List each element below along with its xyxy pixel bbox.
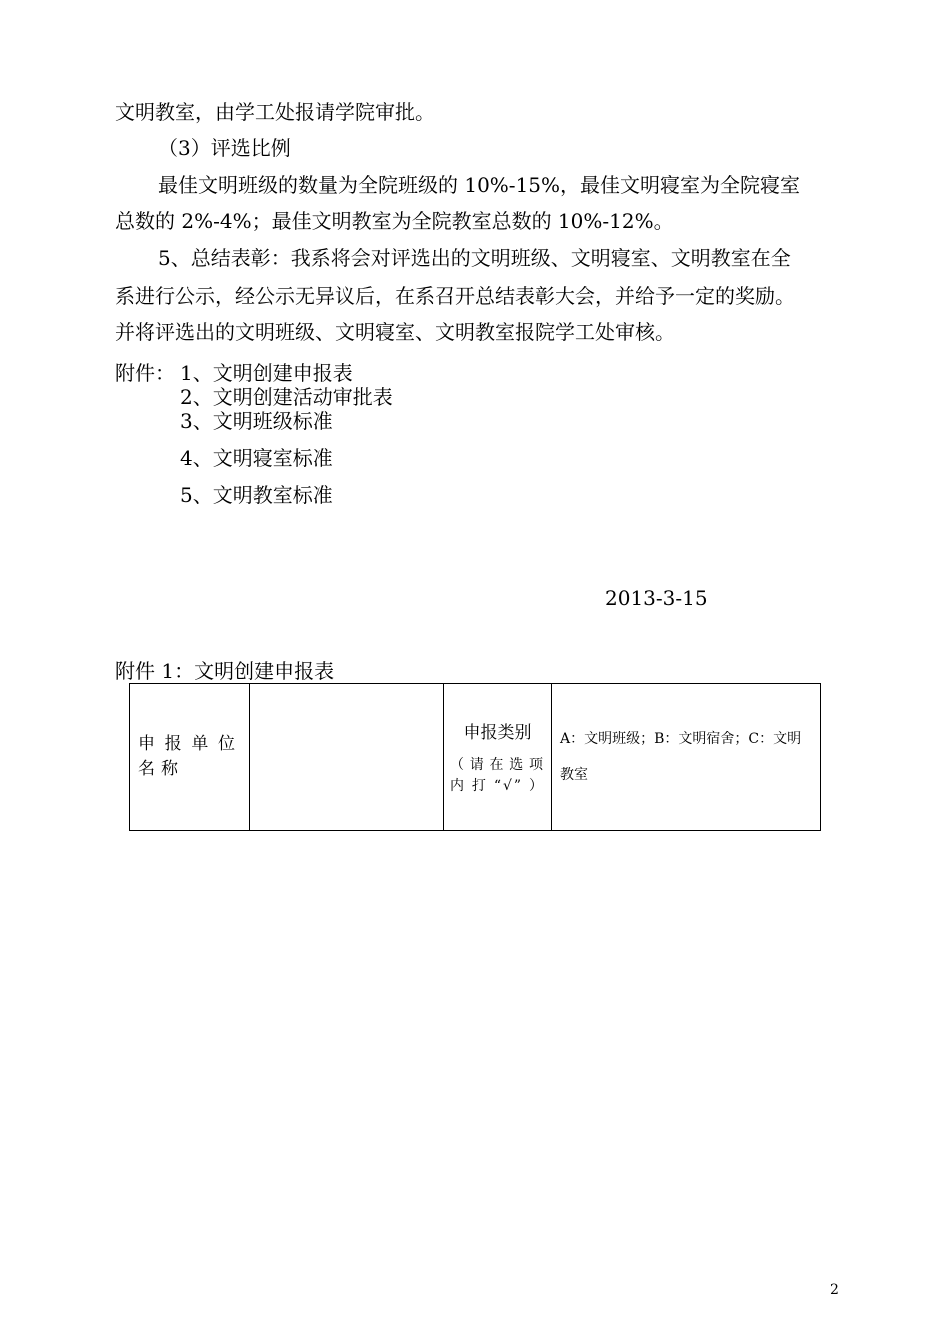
attachment-item: 1、文明创建申报表 — [180, 361, 353, 385]
attachment-item: 3、文明班级标准 — [180, 409, 333, 433]
table-row — [130, 684, 821, 831]
application-form-table — [129, 683, 821, 831]
document-date: 2013-3-15 — [605, 586, 708, 610]
paragraph-line: 最佳文明班级的数量为全院班级的 10%-15%，最佳文明寝室为全院寝室 — [158, 173, 801, 197]
category-options-line: A：文明班级；B：文明宿舍；C：文明 — [560, 731, 802, 747]
paragraph-line: 系进行公示，经公示无异议后，在系召开总结表彰大会，并给予一定的奖励。 — [115, 284, 795, 308]
category-options-line: 教室 — [560, 767, 588, 783]
form-title: 附件 1：文明创建申报表 — [115, 659, 335, 683]
category-label-cell — [444, 684, 552, 831]
attachment-item: 5、文明教室标准 — [180, 483, 333, 507]
paragraph-line: 文明教室，由学工处报请学院审批。 — [115, 100, 435, 124]
paragraph-line: 5、总结表彰：我系将会对评选出的文明班级、文明寝室、文明教室在全 — [158, 246, 791, 270]
category-options-field[interactable] — [552, 684, 821, 831]
paragraph-line: 并将评选出的文明班级、文明寝室、文明教室报院学工处审核。 — [115, 320, 675, 344]
paragraph-line: 总数的 2%-4%；最佳文明教室为全院教室总数的 10%-12%。 — [115, 209, 674, 233]
attachment-item: 2、文明创建活动审批表 — [180, 385, 393, 409]
category-instruction: （请在选项内打“√”） — [450, 756, 545, 794]
page-number: 2 — [830, 1282, 839, 1298]
section-heading: （3）评选比例 — [158, 136, 291, 160]
attachments-prefix: 附件： — [115, 361, 175, 385]
unit-name-label: 申报单位名称 — [130, 684, 250, 831]
category-label: 申报类别 — [463, 722, 532, 743]
unit-name-field[interactable] — [250, 684, 444, 831]
attachment-item: 4、文明寝室标准 — [180, 446, 333, 470]
